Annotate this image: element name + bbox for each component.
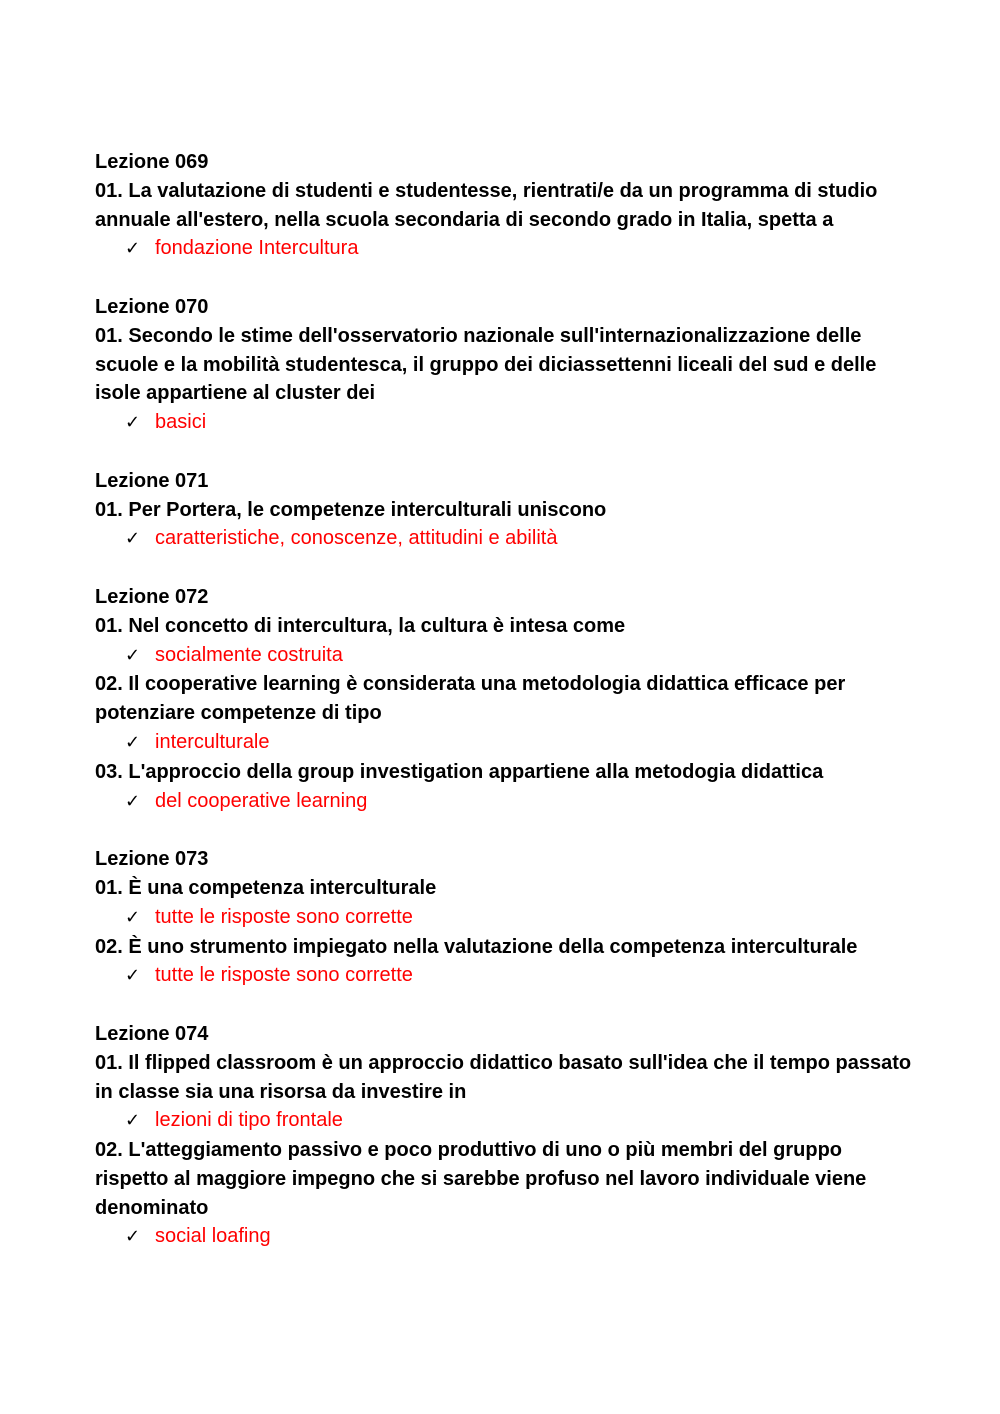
answer-text: lezioni di tipo frontale	[155, 1109, 343, 1132]
answer-text: caratteristiche, conoscenze, attitudini e abilità	[155, 527, 558, 550]
answer-row	[95, 787, 915, 817]
answer-row	[95, 1106, 915, 1136]
answer-row	[95, 903, 915, 933]
answer-row	[95, 728, 915, 758]
checkmark-icon: ✓	[125, 528, 141, 550]
checkmark-icon: ✓	[125, 906, 141, 928]
document-page	[95, 148, 915, 1281]
lesson-title: Lezione 073	[95, 848, 209, 871]
question-text: 02. L'atteggiamento passivo e poco produttivo di uno o più membri del gruppo rispetto al maggiore impegno che si sarebbe profuso nel lavoro individuale viene denominato	[95, 1139, 867, 1219]
answer-text: basici	[155, 411, 207, 434]
checkmark-icon: ✓	[125, 965, 141, 987]
checkmark-icon: ✓	[125, 644, 141, 666]
answer-row	[95, 408, 915, 438]
question-text: 01. Il flipped classroom è un approccio didattico basato sull'idea che il tempo passato in classe sia una risorsa da investire in	[95, 1051, 912, 1103]
question-text: 02. È uno strumento impiegato nella valutazione della competenza interculturale	[95, 935, 858, 958]
checkmark-icon: ✓	[125, 238, 141, 260]
question-text: 01. Per Portera, le competenze interculturali uniscono	[95, 498, 607, 521]
answer-row	[95, 1222, 915, 1252]
lesson-074	[95, 1020, 915, 1252]
checkmark-icon: ✓	[125, 1226, 141, 1248]
question-text: 01. È una competenza interculturale	[95, 876, 437, 899]
answer-row	[95, 234, 915, 264]
lesson-title: Lezione 072	[95, 585, 209, 608]
answer-row	[95, 961, 915, 991]
question-text: 03. L'approccio della group investigation appartiene alla metodogia didattica	[95, 760, 824, 783]
answer-text: fondazione Intercultura	[155, 237, 359, 260]
answer-text: interculturale	[155, 730, 270, 753]
question-text: 01. La valutazione di studenti e studentesse, rientrati/e da un programma di studio annuale all'estero, nella scuola secondaria di secondo grado in Italia, spetta a	[95, 179, 878, 231]
answer-text: tutte le risposte sono corrette	[155, 964, 413, 987]
lesson-072	[95, 583, 915, 816]
lesson-073	[95, 845, 915, 991]
question-text: 01. Nel concetto di intercultura, la cultura è intesa come	[95, 614, 626, 637]
answer-row	[95, 641, 915, 671]
answer-text: del cooperative learning	[155, 789, 368, 812]
checkmark-icon: ✓	[125, 731, 141, 753]
answer-text: socialmente costruita	[155, 643, 343, 666]
lesson-069	[95, 148, 915, 264]
checkmark-icon: ✓	[125, 1110, 141, 1132]
lesson-071	[95, 467, 915, 554]
lesson-title: Lezione 074	[95, 1022, 209, 1045]
answer-text: tutte le risposte sono corrette	[155, 905, 413, 928]
question-text: 02. Il cooperative learning è considerata una metodologia didattica efficace per potenziare competenze di tipo	[95, 673, 846, 725]
checkmark-icon: ✓	[125, 790, 141, 812]
question-text: 01. Secondo le stime dell'osservatorio nazionale sull'internazionalizzazione delle scuole e la mobilità studentesca, il gruppo dei diciassettenni liceali del sud e delle isole appartiene al cluster dei	[95, 324, 877, 405]
checkmark-icon: ✓	[125, 412, 141, 434]
lesson-070	[95, 293, 915, 438]
lesson-title: Lezione 071	[95, 469, 209, 492]
answer-text: social loafing	[155, 1225, 271, 1248]
lesson-title: Lezione 069	[95, 151, 209, 173]
answer-row	[95, 524, 915, 554]
lesson-title: Lezione 070	[95, 295, 209, 318]
